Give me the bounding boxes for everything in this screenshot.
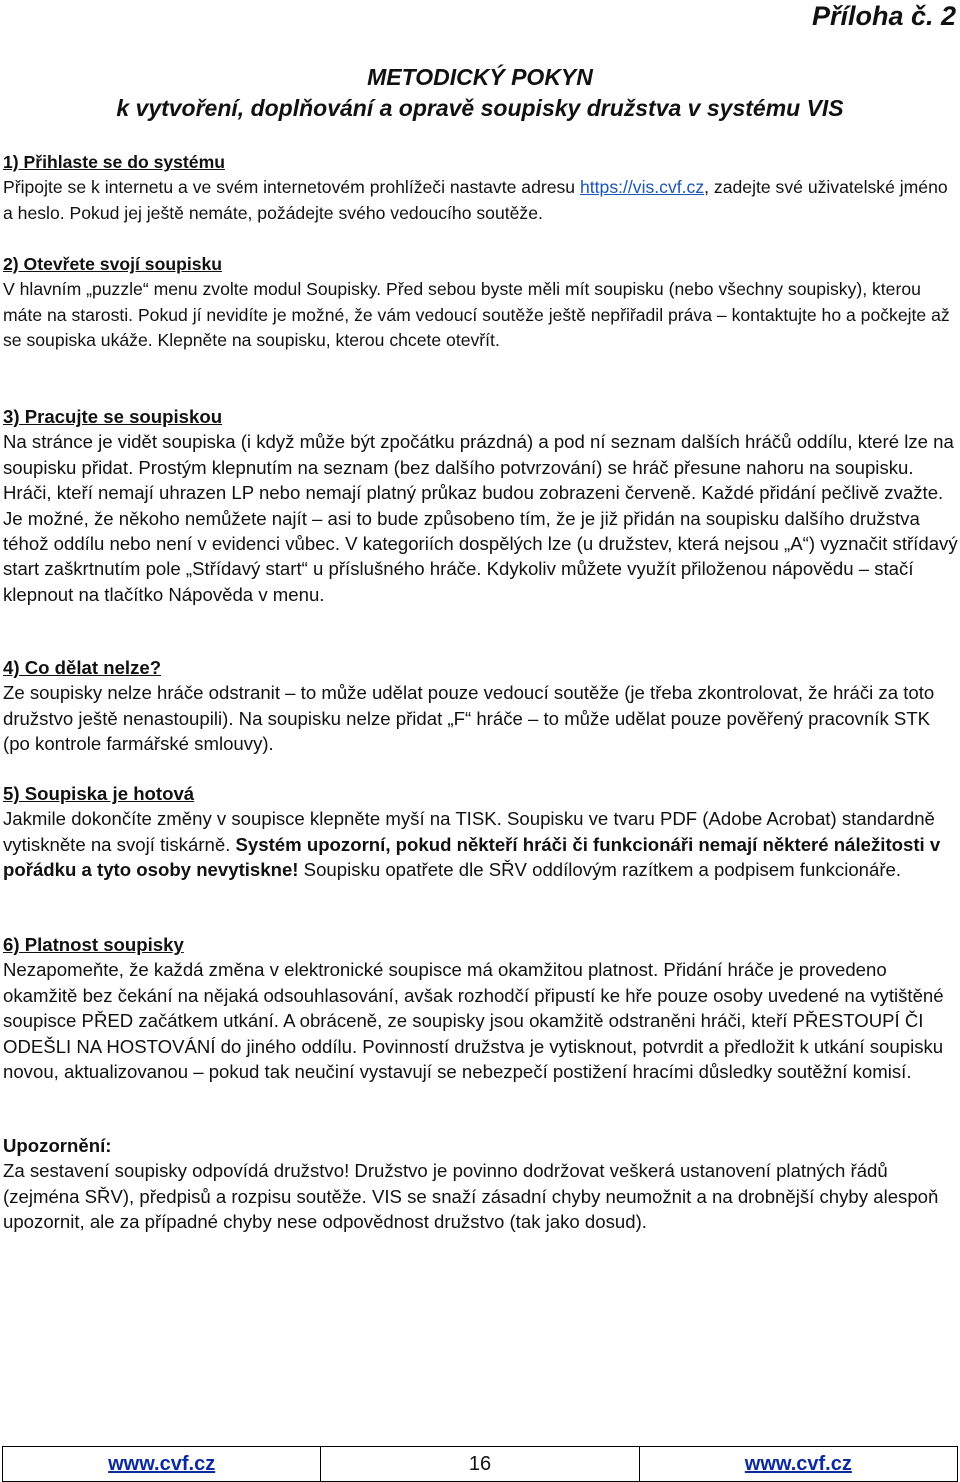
section-roster-done-text: Jakmile dokončíte změny v soupisce klepněte myší na TISK. Soupisku ve tvaru PDF (Adobe Acrobat) standardně vytiskněte na svojí tiskárně. Systém upozorní, pokud někteří hráči či funkcionáři nemají některé náležitosti v pořádku a tyto osoby nevytiskne! Soupisku opatřete dle SŘV oddílovým razítkem a podpisem funkcionáře. xyxy=(3,808,941,881)
footer-left-cell xyxy=(3,1447,321,1481)
section-not-allowed xyxy=(3,655,958,757)
annex-label: Příloha č. 2 xyxy=(811,1,956,31)
section-login-text: Připojte se k internetu a ve svém internetovém prohlížeči nastavte adresu https://vis.cvf.cz, zadejte své uživatelské jméno a heslo. Pokud jej ještě nemáte, požádejte svého vedoucího soutěže. xyxy=(3,177,948,223)
section-validity xyxy=(3,932,958,1084)
section-login-heading: 1) Přihlaste se do systému xyxy=(3,152,225,172)
section-validity-heading: 6) Platnost soupisky xyxy=(3,934,184,955)
section-warning-text: Za sestavení soupisky odpovídá družstvo! Družstvo je povinno dodržovat veškerá ustanovení platných řádů (zejména SŘV), předpisů a rozpisu soutěže. VIS se snaží zásadní chyby neumožnit a na drobnější chyby alespoň upozornit, ale za případné chyby nese odpovědnost družstvo (tak jako dosud). xyxy=(3,1160,939,1233)
section-validity-text: Nezapomeňte, že každá změna v elektronické soupisce má okamžitou platnost. Přidání hráče je provedeno okamžitě bez čekání na nějaká odsouhlasování, avšak rozhodčí připustí ke hře pouze osoby uvedené na vytištěné soupisce PŘED začátkem utkání. A obráceně, ze soupisky jsou okamžitě odstraněni hráči, kteří PŘESTOUPÍ ČI ODEŠLI NA HOSTOVÁNÍ do jiného oddílu. Povinností družstva je vytisknout, potvrdit a předložit k utkání soupisku novou, aktualizovanou – pokud tak neučiní vystavují se nebezpečí postižení hracími důsledky soutěžní komisí. xyxy=(3,959,944,1083)
page-number: 16 xyxy=(468,1453,492,1475)
section-login xyxy=(3,150,958,226)
footer-page-cell xyxy=(321,1447,639,1481)
vis-link[interactable]: https://vis.cvf.cz xyxy=(579,177,705,198)
footer-right-link[interactable]: www.cvf.cz xyxy=(744,1453,852,1475)
section-warning xyxy=(3,1133,958,1235)
section-work-roster-heading: 3) Pracujte se soupiskou xyxy=(3,406,223,427)
section-open-roster-heading: 2) Otevřete svojí soupisku xyxy=(3,254,223,274)
page-footer xyxy=(2,1446,958,1482)
document-subtitle: k vytvoření, doplňování a opravě soupisky družstva v systému VIS xyxy=(116,95,844,121)
footer-left-link[interactable]: www.cvf.cz xyxy=(108,1453,216,1475)
section-open-roster-text: V hlavním „puzzle“ menu zvolte modul Soupisky. Před sebou byste měli mít soupisku (nebo všechny soupisky), kterou máte na starosti. Pokud jí nevidíte je možné, že vám vedoucí soutěže ještě nepřiřadil práva – kontaktujte ho a počkejte až se soupiska ukáže. Klepněte na soupisku, kterou chcete otevřít. xyxy=(3,279,950,351)
document-title: METODICKÝ POKYN xyxy=(367,64,593,90)
section-not-allowed-text: Ze soupisky nelze hráče odstranit – to může udělat pouze vedoucí soutěže (je třeba zkontrolovat, že hráči za toto družstvo ještě nenastoupili). Na soupisku nelze přidat „F“ hráče – to může udělat pouze pověřený pracovník STK (po kontrole farmářské smlouvy). xyxy=(3,682,935,755)
section-not-allowed-heading: 4) Co dělat nelze? xyxy=(3,657,162,678)
section-roster-done-heading: 5) Soupiska je hotová xyxy=(3,783,195,804)
section-work-roster xyxy=(3,404,958,607)
footer-right-cell xyxy=(640,1447,957,1481)
section-warning-heading: Upozornění: xyxy=(3,1135,112,1156)
section-roster-done xyxy=(3,781,958,883)
section-open-roster xyxy=(3,252,958,354)
section-work-roster-text: Na stránce je vidět soupiska (i když může být zpočátku prázdná) a pod ní seznam dalších hráčů oddílu, které lze na soupisku přidat. Prostým klepnutím na seznam (bez dalšího potvrzování) se hráč přesune nahoru na soupisku. Hráči, kteří nemají uhrazen LP nebo nemají platný průkaz budou zobrazeni červeně. Každé přidání pečlivě zvažte. Je možné, že někoho nemůžete najít – asi to bude způsobeno tím, že je již přidán na soupisku dalšího družstva téhož oddílu nebo není v evidenci vůbec. V kategoriích dospělých lze (u družstev, která nejsou „A“) vyznačit střídavý start zaškrtnutím pole „Střídavý start“ u příslušného hráče. Kdykoliv můžete využít přiloženou nápovědu – stačí klepnout na tlačítko Nápověda v menu. xyxy=(3,431,958,605)
